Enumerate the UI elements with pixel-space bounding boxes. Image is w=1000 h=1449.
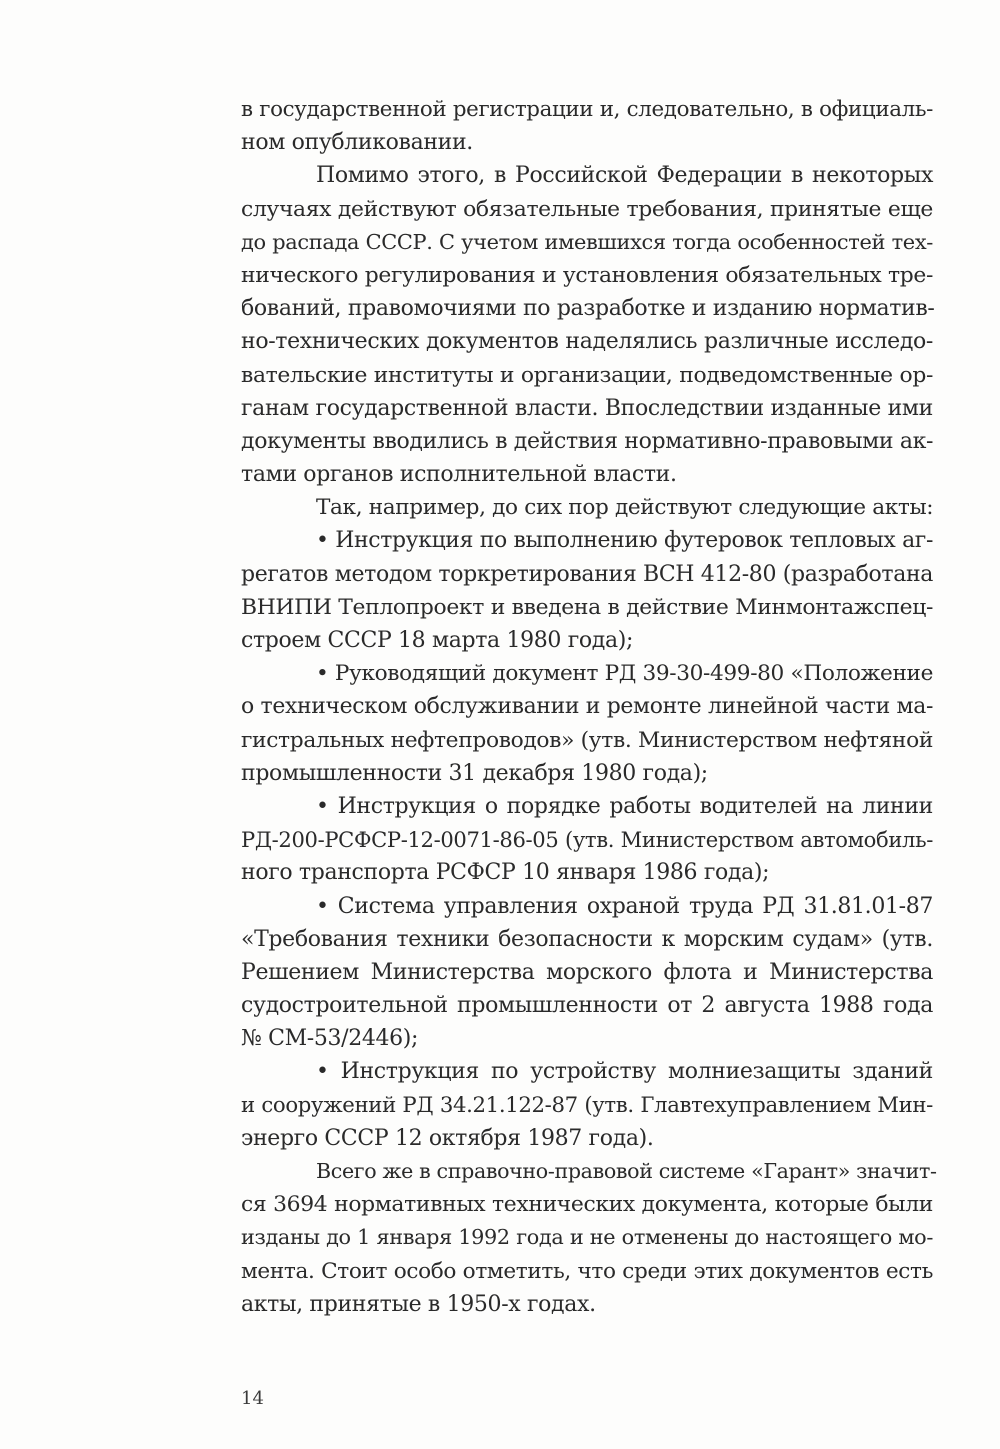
text-line: Решением Министерства морского флота и Министерства [241,959,933,985]
text-line: изданы до 1 января 1992 года и не отменены до настоящего мо- [241,1225,933,1250]
text-line: в государственной регистрации и, следовательно, в официаль- [241,97,933,122]
text-line: ного транспорта РСФСР 10 января 1986 года); [241,860,770,886]
paragraph-first-line: Так, например, до сих пор действуют следующие акты: [316,495,934,521]
text-line: до распада СССР. С учетом имевшихся тогда особенностей тех- [241,229,933,254]
list-item-line: • Инструкция о порядке работы водителей на линии [316,793,933,819]
text-line: строем СССР 18 марта 1980 года); [241,628,634,653]
list-item-line: • Инструкция по выполнению футеровок тепловых аг- [316,528,933,554]
text-line: вательские институты и организации, подведомственные ор- [241,362,933,388]
page-number: 14 [241,1388,264,1409]
text-line: № СМ-53/2446); [241,1026,419,1052]
text-line: энерго СССР 12 октября 1987 года). [241,1125,654,1151]
text-line: ганам государственной власти. Впоследствии изданные ими [241,395,933,421]
text-line: регатов методом торкретирования ВСН 412-80 (разработана [241,561,934,587]
text-line: судостроительной промышленности от 2 августа 1988 года [241,993,933,1019]
text-line: случаях действуют обязательные требования, принятые еще [241,196,933,222]
text-line: и сооружений РД 34.21.122-87 (утв. Главтехуправлением Мин- [241,1092,933,1118]
text-line: бований, правомочиями по разработке и изданию норматив- [241,296,935,322]
text-line: промышленности 31 декабря 1980 года); [241,760,708,786]
text-line: тами органов исполнительной власти. [241,462,677,488]
text-line: но-технических документов наделялись различные исследо- [241,329,933,355]
text-line: документы вводились в действия нормативно-правовыми ак- [241,428,934,454]
text-line: нического регулирования и установления обязательных тре- [241,262,933,288]
list-item-line: • Руководящий документ РД 39-30-499-80 «Положение [316,661,934,687]
text-line: мента. Стоит особо отметить, что среди этих документов есть [241,1258,933,1284]
text-line: о техническом обслуживании и ремонте линейной части ма- [241,694,933,720]
body-text [241,93,937,1321]
list-item-line: • Инструкция по устройству молниезащиты зданий [316,1059,933,1085]
list-item-line: • Система управления охраной труда РД 31.81.01-87 [316,893,933,919]
text-line: ном опубликовании. [241,130,473,156]
text-line: акты, принятые в 1950-х годах. [241,1291,596,1317]
text-line: «Требования техники безопасности к морским судам» (утв. [241,926,933,952]
text-line: ся 3694 нормативных технических документа, которые были [241,1192,933,1218]
paragraph-first-line: Всего же в справочно-правовой системе «Гарант» значит- [316,1159,937,1183]
paragraph-first-line: Помимо этого, в Российской Федерации в некоторых [316,163,933,189]
text-line: ВНИПИ Теплопроект и введена в действие Минмонтажспец- [241,594,933,620]
text-line: гистральных нефтепроводов» (утв. Министерством нефтяной [241,727,933,753]
text-line: РД-200-РСФСР-12-0071-86-05 (утв. Министерством автомобиль- [241,827,933,853]
